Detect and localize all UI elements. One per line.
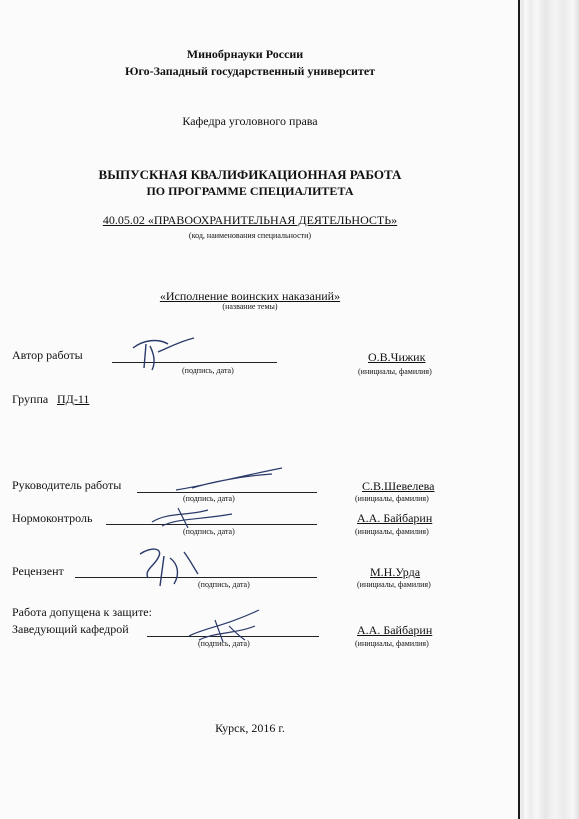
head-of-department-label: Заведующий кафедрой	[12, 622, 129, 636]
group-label: Группа	[12, 392, 49, 406]
work-title-line1: ВЫПУСКНАЯ КВАЛИФИКАЦИОННАЯ РАБОТА	[98, 167, 402, 182]
normcontrol-name: А.А. Байбарин	[357, 511, 433, 525]
specialty-code: 40.05.02 «ПРАВООХРАНИТЕЛЬНАЯ ДЕЯТЕЛЬНОСТЬ»	[102, 213, 398, 227]
page-border	[518, 0, 520, 819]
normcontrol-sig-caption: (подпись, дата)	[183, 527, 235, 536]
specialty-caption: (код, наименования специальности)	[188, 231, 312, 240]
normcontrol-label: Нормоконтроль	[12, 511, 93, 525]
supervisor-label: Руководитель работы	[12, 478, 122, 492]
reviewer-sig-caption: (подпись, дата)	[198, 580, 250, 589]
ministry-name: Минобрнауки России	[186, 47, 304, 61]
author-label: Автор работы	[12, 348, 83, 362]
topic-caption: (название темы)	[222, 302, 278, 311]
normcontrol-signature	[148, 502, 238, 530]
reviewer-name: М.Н.Урда	[370, 565, 421, 579]
normcontrol-name-caption: (инициалы, фамилия)	[355, 527, 429, 536]
city-year: Курск, 2016 г.	[215, 721, 285, 735]
head-name-caption: (инициалы, фамилия)	[355, 639, 429, 648]
supervisor-sig-caption: (подпись, дата)	[183, 494, 235, 503]
author-name-caption: (инициалы, фамилия)	[358, 367, 432, 376]
reviewer-label: Рецензент	[12, 564, 64, 578]
author-sig-caption: (подпись, дата)	[182, 366, 234, 375]
author-name: О.В.Чижик	[368, 350, 426, 364]
supervisor-name: С.В.Шевелева	[362, 479, 435, 493]
reviewer-signature	[134, 544, 204, 590]
admission-label: Работа допущена к защите:	[12, 605, 152, 619]
university-name: Юго-Западный государственный университет	[124, 64, 376, 78]
work-title-line2: ПО ПРОГРАММЕ СПЕЦИАЛИТЕТА	[146, 184, 354, 198]
head-name: А.А. Байбарин	[357, 623, 433, 637]
topic-title: «Исполнение воинских наказаний»	[159, 289, 341, 303]
group-value: ПД-11	[57, 392, 90, 406]
reviewer-name-caption: (инициалы, фамилия)	[357, 580, 431, 589]
supervisor-name-caption: (инициалы, фамилия)	[355, 494, 429, 503]
head-sig-caption: (подпись, дата)	[198, 639, 250, 648]
supervisor-signature	[172, 464, 292, 494]
department-name: Кафедра уголовного права	[182, 114, 318, 128]
page-stack-edge	[518, 0, 579, 819]
